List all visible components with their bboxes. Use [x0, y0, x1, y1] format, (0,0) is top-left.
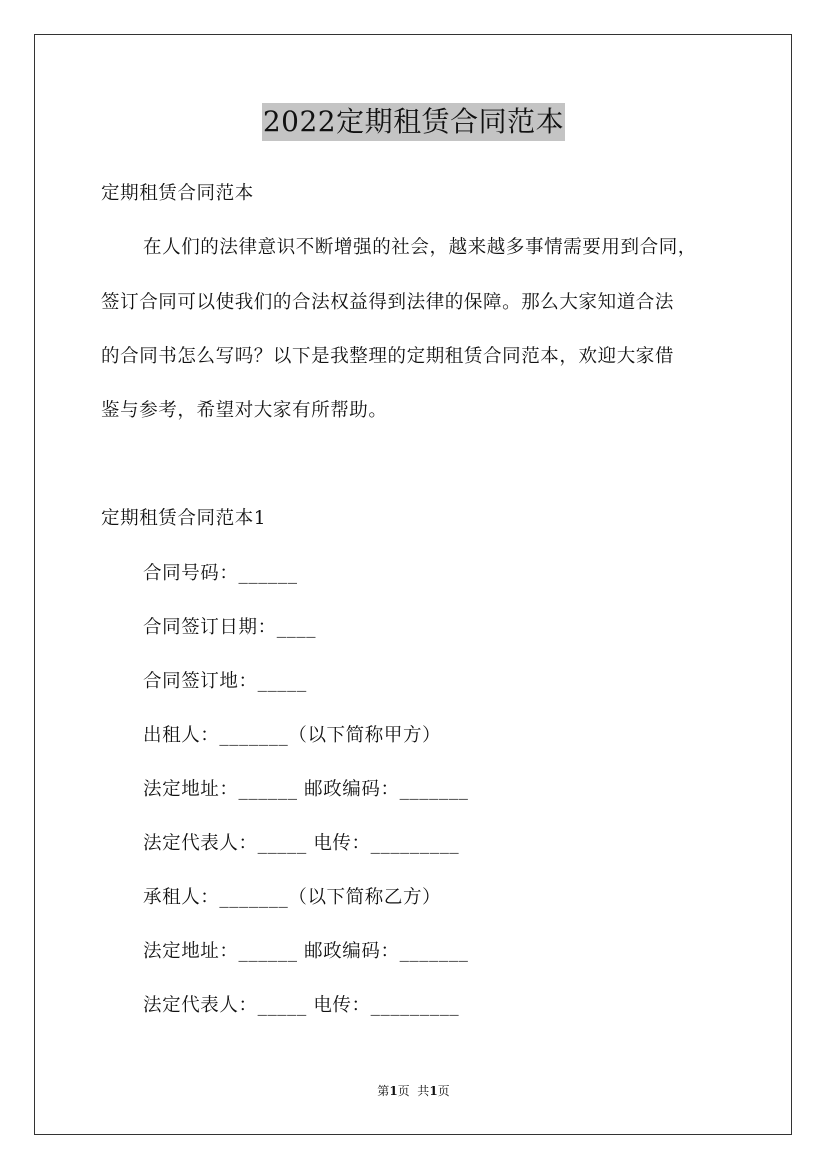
intro-line-2: 签订合同可以使我们的合法权益得到法律的保障。那么大家知道合法: [101, 292, 675, 313]
intro-line-4: 鉴与参考，希望对大家有所帮助。: [101, 400, 388, 421]
lessee-address-field: 法定地址：______ 邮政编码：_______: [143, 941, 469, 962]
lessor-address-field: 法定地址：______ 邮政编码：_______: [143, 779, 469, 800]
intro-line-3: 的合同书怎么写吗？以下是我整理的定期租赁合同范本，欢迎大家借: [101, 346, 675, 367]
footer-mid: 页 共: [397, 1084, 430, 1098]
lessor-representative-field: 法定代表人：_____ 电传：_________: [143, 833, 460, 854]
contract-number-field: 合同号码：______: [143, 563, 298, 584]
document-title: 2022定期租赁合同范本: [262, 103, 565, 141]
intro-line-1: 在人们的法律意识不断增强的社会，越来越多事情需要用到合同，: [143, 237, 697, 258]
page-footer: [0, 1083, 827, 1099]
footer-page-number: 1: [389, 1084, 398, 1098]
lessee-field: 承租人：_______（以下简称乙方）: [143, 887, 442, 908]
lessee-representative-field: 法定代表人：_____ 电传：_________: [143, 995, 460, 1016]
section-heading: 定期租赁合同范本1: [101, 508, 267, 529]
signing-place-field: 合同签订地：_____: [143, 671, 307, 692]
document-subtitle: 定期租赁合同范本: [101, 183, 254, 204]
signing-date-field: 合同签订日期：____: [143, 617, 317, 638]
title-container: [0, 103, 827, 141]
lessor-field: 出租人：_______（以下简称甲方）: [143, 725, 442, 746]
footer-prefix: 第: [377, 1084, 390, 1098]
footer-total-pages: 1: [429, 1084, 438, 1098]
footer-suffix: 页: [437, 1084, 450, 1098]
